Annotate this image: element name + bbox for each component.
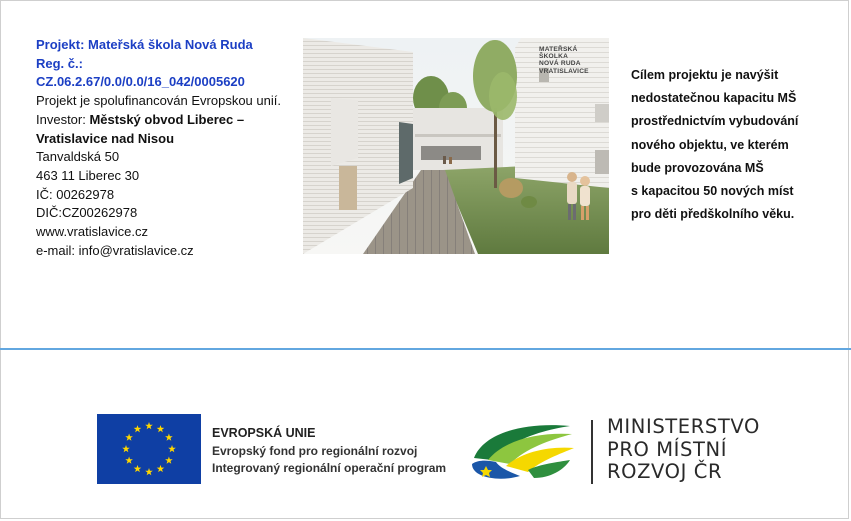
investor-name-cont: Vratislavice nad Nisou	[36, 130, 175, 146]
sign-line: VRATISLAVICE	[539, 67, 589, 75]
website-link[interactable]: www.vratislavice.cz	[36, 224, 148, 240]
email-link[interactable]: e-mail: info@vratislavice.cz	[36, 242, 194, 258]
reg-label: Reg. č.:	[36, 55, 83, 71]
goal-line: prostřednictvím vybudování	[631, 114, 799, 129]
kindergarten-rendering	[303, 38, 609, 254]
eu-star-icon	[145, 468, 153, 475]
section-divider	[0, 348, 851, 350]
investor-label: Investor:	[36, 111, 90, 127]
ministry-name	[607, 416, 760, 484]
sign-line: MATEŘSKÁ	[539, 46, 578, 53]
goal-line: pro děti předškolního věku.	[631, 207, 795, 222]
ministry-line: ROZVOJ ČR	[607, 460, 723, 483]
goal-line: nedostatečnou kapacitu MŠ	[631, 91, 797, 106]
eu-program: Integrovaný regionální operační program	[212, 461, 447, 475]
eu-star-icon	[165, 457, 173, 464]
building-sign	[539, 46, 609, 75]
eu-title: EVROPSKÁ UNIE	[212, 426, 316, 440]
investor-line	[36, 111, 298, 130]
address-street: Tanvaldská 50	[36, 149, 120, 165]
project-goal	[631, 64, 836, 226]
sign-line: NOVÁ RUDA	[539, 60, 581, 68]
goal-line: Cílem projektu je navýšit	[631, 68, 779, 82]
eu-fund: Evropský fond pro regionální rozvoj	[212, 443, 418, 458]
goal-line: s kapacitou 50 nových míst	[631, 184, 794, 199]
project-title: Projekt: Mateřská škola Nová Ruda	[36, 37, 253, 52]
eu-star-icon	[157, 465, 165, 472]
investor-name: Městský obvod Liberec –	[89, 111, 245, 127]
eu-star-icon	[125, 457, 133, 464]
ministry-line: PRO MÍSTNÍ	[607, 437, 728, 461]
eu-flag-icon	[97, 414, 201, 484]
project-info	[36, 36, 298, 260]
eu-star-icon	[134, 465, 142, 472]
ic-number: IČ: 00262978	[36, 186, 115, 202]
cofinance-note: Projekt je spolufinancován Evropskou unií.	[36, 93, 281, 109]
eu-star-icon	[168, 445, 176, 452]
dic-number: DIČ:CZ00262978	[36, 205, 138, 221]
ministry-separator	[591, 420, 593, 484]
eu-stars	[97, 414, 201, 484]
ministry-line: MINISTERSTVO	[607, 415, 760, 438]
eu-star-icon	[157, 425, 165, 432]
eu-funding-text	[212, 425, 446, 478]
goal-line: nového objektu, ve kterém	[631, 137, 789, 152]
eu-star-icon	[145, 422, 153, 429]
goal-line: bude provozována MŠ	[631, 160, 764, 175]
address-city: 463 11 Liberec 30	[36, 167, 140, 183]
eu-star-icon	[125, 434, 133, 441]
eu-star-icon	[134, 425, 142, 432]
eu-star-icon	[165, 434, 173, 441]
ministry-logo-icon	[470, 420, 576, 482]
reg-number: CZ.06.2.67/0.0/0.0/16_042/0005620	[36, 74, 245, 90]
sign-line: ŠKOLKA	[539, 53, 569, 61]
eu-star-icon	[122, 445, 130, 452]
